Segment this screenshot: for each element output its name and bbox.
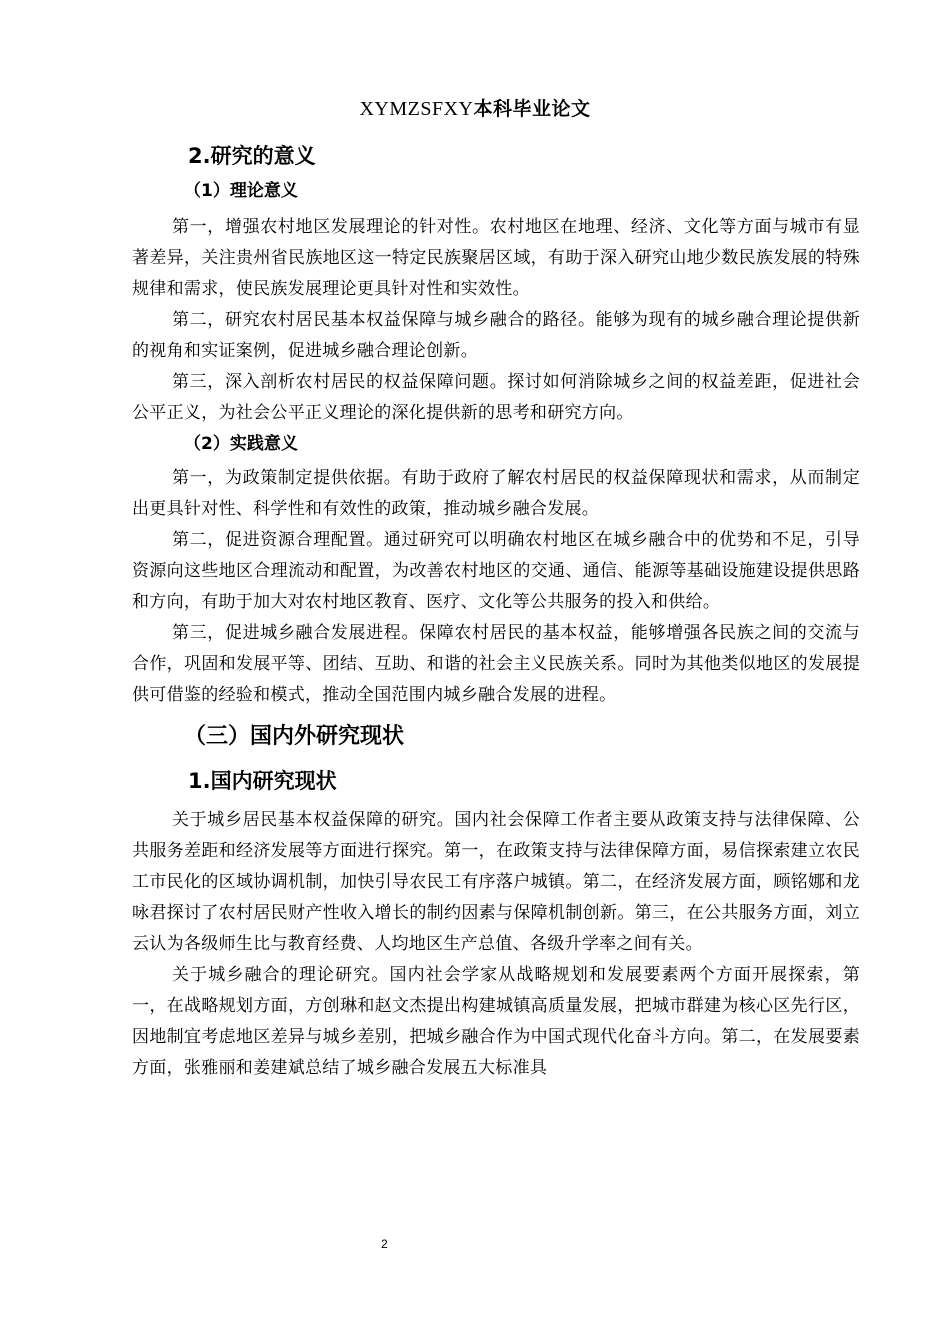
page-header: [0, 96, 950, 122]
header-school-code: XYMZSFXY: [359, 98, 474, 120]
heading-research-status: （三）国内外研究现状: [184, 724, 405, 749]
paragraph-domestic-2: 关于城乡融合的理论研究。国内社会学家从战略规划和发展要素两个方面开展探索，第一，在战略规划方面，方创琳和赵文杰提出构建城镇高质量发展，把城市群建为核心区先行区，因地制宜考虑地区差异与城乡差别，把城乡融合作为中国式现代化奋斗方向。第二，在发展要素方面，张雅丽和姜建斌总结了城乡融合发展五大标准具: [132, 965, 860, 1078]
page-content: [132, 138, 860, 1084]
paragraph-theory-1: 第一，增强农村地区发展理论的针对性。农村地区在地理、经济、文化等方面与城市有显著差异，关注贵州省民族地区这一特定民族聚居区域，有助于深入研究山地少数民族发展的特殊规律和需求，使民族发展理论更具针对性和实效性。: [132, 217, 860, 299]
header-thesis-label: 本科毕业论文: [473, 98, 591, 120]
paragraph-practice-2: 第二，促进资源合理配置。通过研究可以明确农村地区在城乡融合中的优势和不足，引导资源向这些地区合理流动和配置，为改善农村地区的交通、通信、能源等基础设施建设提供思路和方向，有助于加大对农村地区教育、医疗、文化等公共服务的投入和供给。: [132, 530, 860, 612]
heading-research-significance: 2.研究的意义: [188, 144, 316, 168]
paragraph-practice-3: 第三，促进城乡融合发展进程。保障农村居民的基本权益，能够增强各民族之间的交流与合作，巩固和发展平等、团结、互助、和谐的社会主义民族关系。同时为其他类似地区的发展提供可借鉴的经验和模式，推动全国范围内城乡融合发展的进程。: [132, 623, 860, 705]
page-number: 2: [381, 1237, 388, 1251]
heading-practical-significance: （2）实践意义: [184, 434, 298, 454]
paragraph-practice-1: 第一，为政策制定提供依据。有助于政府了解农村居民的权益保障现状和需求，从而制定出更具针对性、科学性和有效性的政策，推动城乡融合发展。: [132, 468, 860, 519]
paragraph-theory-2: 第二，研究农村居民基本权益保障与城乡融合的路径。能够为现有的城乡融合理论提供新的视角和实证案例，促进城乡融合理论创新。: [132, 310, 860, 361]
paragraph-domestic-1: 关于城乡居民基本权益保障的研究。国内社会保障工作者主要从政策支持与法律保障、公共服务差距和经济发展等方面进行探究。第一，在政策支持与法律保障方面，易信探索建立农民工市民化的区域协调机制，加快引导农民工有序落户城镇。第二，在经济发展方面，顾铭娜和龙咏君探讨了农村居民财产性收入增长的制约因素与保障机制创新。第三，在公共服务方面，刘立云认为各级师生比与教育经费、人均地区生产总值、各级升学率之间有关。: [132, 810, 860, 954]
paragraph-theory-3: 第三，深入剖析农村居民的权益保障问题。探讨如何消除城乡之间的权益差距，促进社会公平正义，为社会公平正义理论的深化提供新的思考和研究方向。: [132, 372, 860, 423]
heading-domestic-research-status: 1.国内研究现状: [188, 769, 337, 793]
heading-theoretical-significance: （1）理论意义: [184, 181, 298, 201]
